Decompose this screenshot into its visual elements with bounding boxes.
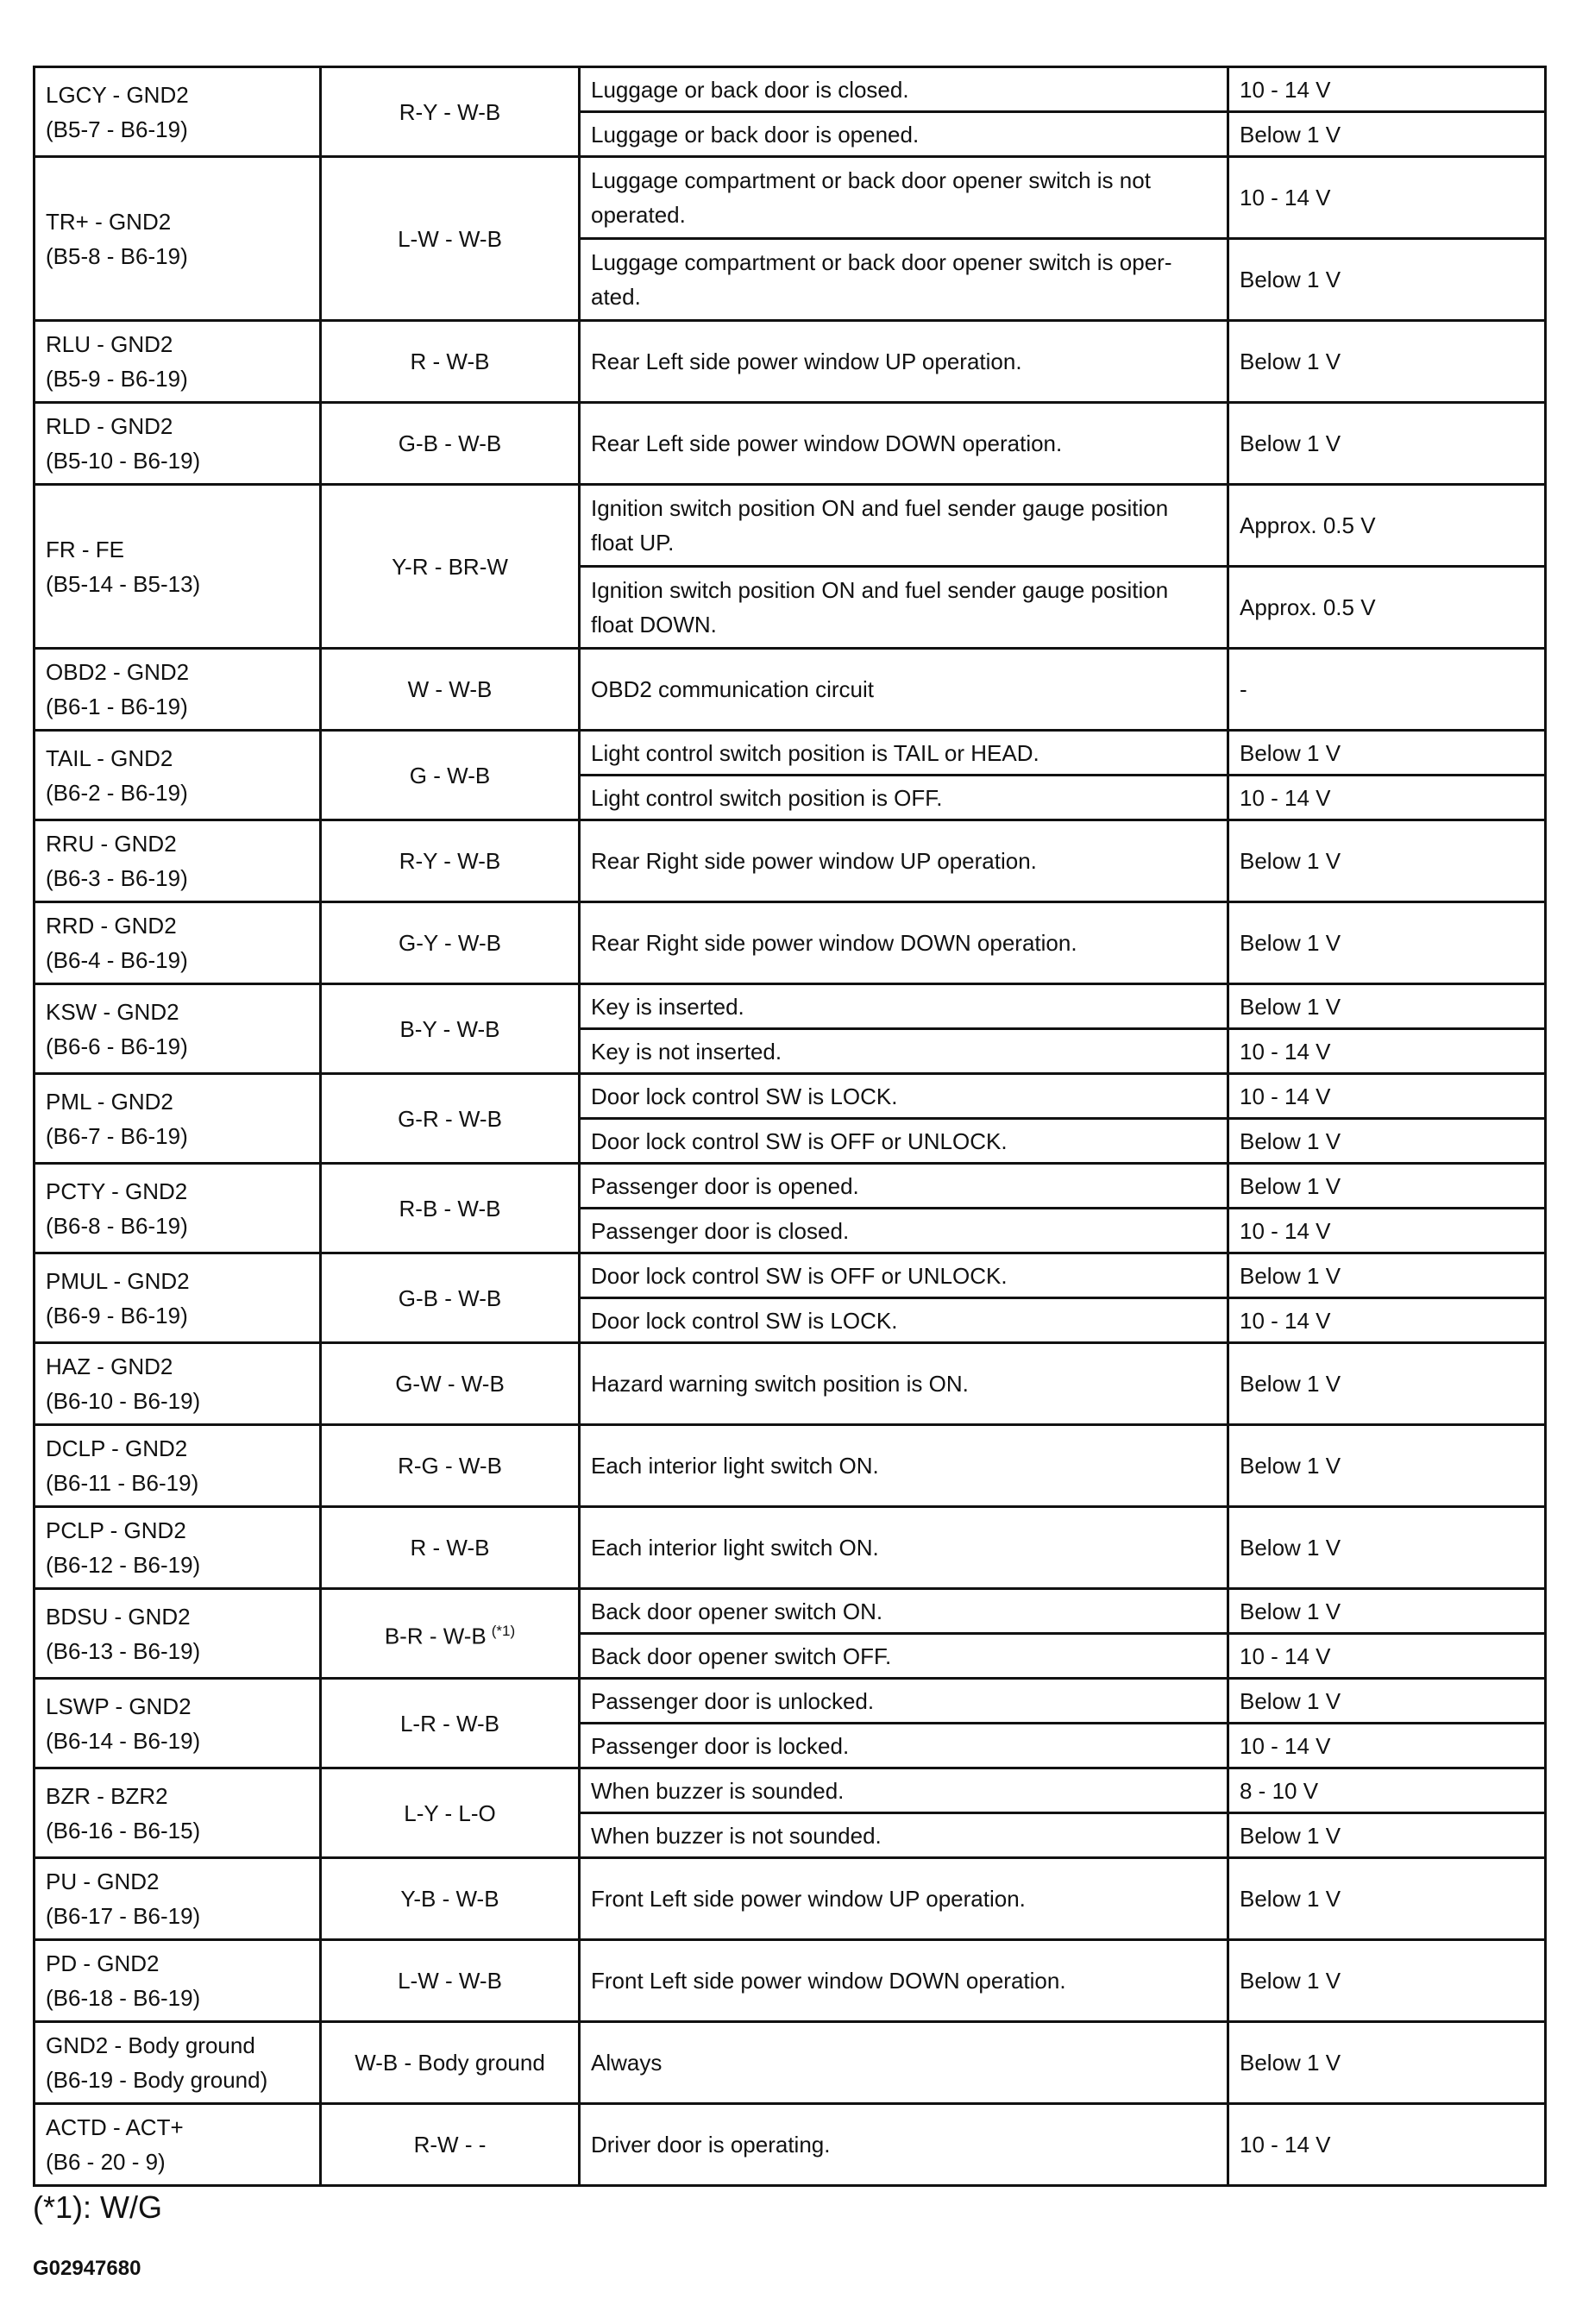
terminal-name: RLU - GND2 [46,331,173,357]
wire-color: G-R - W-B [398,1105,502,1132]
specified-condition-cell: Approx. 0.5 V [1228,485,1546,567]
table-row [35,1425,1546,1507]
table-row [35,1343,1546,1425]
specified-condition-cell: Below 1 V [1228,239,1546,321]
wire-color-cell [321,1074,580,1164]
terminal-name: PU - GND2 [46,1869,160,1894]
specified-condition-cell: 10 - 14 V [1228,1298,1546,1343]
table-row [35,2022,1546,2104]
wire-color-cell [321,731,580,820]
wire-color: R-Y - W-B [399,848,501,874]
terminal-name: BZR - BZR2 [46,1782,168,1809]
condition-cell: Each interior light switch ON. [580,1507,1228,1589]
table-row [35,1589,1546,1634]
table-row [35,984,1546,1029]
table-row [35,157,1546,239]
specified-condition-cell: Below 1 V [1228,1119,1546,1164]
wire-color: L-R - W-B [399,1710,500,1737]
terminal-name: TAIL - GND2 [46,744,173,771]
specified-condition-cell: 10 - 14 V [1228,1029,1546,1074]
condition-cell: Always [580,2022,1228,2104]
table-row [35,2104,1546,2186]
terminal-name: PML - GND2 [46,1088,173,1115]
specified-condition-cell: Below 1 V [1228,1589,1546,1634]
table-row [35,1507,1546,1589]
terminal-cell [35,485,321,649]
table-row [35,1074,1546,1119]
condition-cell: Luggage compartment or back door opener switch is oper-ated. [580,239,1228,321]
terminal-cell [35,1074,321,1164]
condition-cell: OBD2 communication circuit [580,649,1228,731]
terminal-cell [35,649,321,731]
table-row [35,485,1546,567]
condition-cell: Rear Right side power window UP operation. [580,820,1228,902]
specified-condition-cell: Below 1 V [1228,112,1546,157]
condition-cell: Luggage or back door is closed. [580,67,1228,112]
terminal-cell [35,902,321,984]
terminal-name: RLD - GND2 [46,413,173,439]
terminal-cell [35,321,321,403]
condition-cell: Ignition switch position ON and fuel sender gauge position float UP. [580,485,1228,567]
specified-condition-cell: Below 1 V [1228,1858,1546,1940]
terminal-pins: (B5-8 - B6-19) [46,242,188,269]
wire-color: Y-R - BR-W [392,553,508,580]
specified-condition-cell: 10 - 14 V [1228,776,1546,820]
figure-id: G02947680 [33,2257,141,2280]
table-row [35,820,1546,902]
table-row [35,1679,1546,1724]
wire-color: R-Y - W-B [399,98,501,125]
specified-condition-cell: Below 1 V [1228,1507,1546,1589]
terminal-cell [35,2104,321,2186]
table-row [35,403,1546,485]
condition-cell: Light control switch position is OFF. [580,776,1228,820]
terminal-cell [35,67,321,157]
condition-cell: Passenger door is opened. [580,1164,1228,1209]
terminal-cell [35,1425,321,1507]
wire-color-cell [321,1679,580,1768]
wire-color: R-B - W-B [399,1195,501,1222]
terminal-name: RRU - GND2 [46,831,177,857]
terminal-pins: (B6-19 - Body ground) [46,2067,268,2093]
terminal-pins: (B5-14 - B5-13) [46,570,201,597]
condition-cell: Key is inserted. [580,984,1228,1029]
terminal-pins: (B6-10 - B6-19) [46,1388,201,1414]
specified-condition-cell: 10 - 14 V [1228,157,1546,239]
terminal-cell [35,1343,321,1425]
specified-condition-cell: Below 1 V [1228,1164,1546,1209]
condition-cell: Passenger door is closed. [580,1209,1228,1253]
wire-color-cell [321,1858,580,1940]
specified-condition-cell: Below 1 V [1228,984,1546,1029]
wire-color-cell [321,984,580,1074]
terminal-pins: (B6-13 - B6-19) [46,1637,201,1664]
wire-color: B-R - W-B [384,1623,487,1649]
wire-color: B-Y - W-B [399,1015,500,1042]
specified-condition-cell: Below 1 V [1228,1253,1546,1298]
terminal-cell [35,731,321,820]
wire-color-cell [321,2104,580,2186]
condition-cell: Back door opener switch OFF. [580,1634,1228,1679]
condition-cell: Back door opener switch ON. [580,1589,1228,1634]
specified-condition-cell: Below 1 V [1228,2022,1546,2104]
terminal-pins: (B5-10 - B6-19) [46,448,201,474]
terminal-cell [35,1253,321,1343]
specified-condition-cell: Below 1 V [1228,1343,1546,1425]
terminal-cell [35,1507,321,1589]
terminal-cell [35,1858,321,1940]
wire-color-cell [321,1940,580,2022]
condition-cell: Luggage compartment or back door opener switch is not operated. [580,157,1228,239]
wire-color: W-B - Body ground [355,2050,545,2076]
specified-condition-cell: Below 1 V [1228,321,1546,403]
terminal-voltage-table [33,66,1547,2187]
terminal-cell [35,1164,321,1253]
wire-color-cell [321,321,580,403]
wire-color: R - W-B [410,349,490,374]
terminal-name: OBD2 - GND2 [46,659,190,685]
specified-condition-cell: Below 1 V [1228,1813,1546,1858]
terminal-pins: (B6-17 - B6-19) [46,1903,201,1929]
condition-cell: Front Left side power window UP operation. [580,1858,1228,1940]
wire-color-cell [321,1164,580,1253]
wire-color: L-W - W-B [398,225,502,252]
terminal-name: KSW - GND2 [46,998,179,1025]
terminal-name: LGCY - GND2 [46,81,189,108]
wire-color-cell [321,1507,580,1589]
terminal-pins: (B6-1 - B6-19) [46,694,188,719]
condition-cell: When buzzer is not sounded. [580,1813,1228,1858]
terminal-pins: (B6-2 - B6-19) [46,779,188,806]
terminal-pins: (B5-7 - B6-19) [46,116,188,142]
terminal-pins: (B6-3 - B6-19) [46,865,188,891]
table-row [35,1858,1546,1940]
wire-color: R-G - W-B [398,1453,502,1479]
specified-condition-cell: Below 1 V [1228,1679,1546,1724]
terminal-name: GND2 - Body ground [46,2032,255,2058]
terminal-cell [35,820,321,902]
table-row [35,902,1546,984]
condition-cell: Hazard warning switch position is ON. [580,1343,1228,1425]
wire-color-cell [321,403,580,485]
terminal-pins: (B6-18 - B6-19) [46,1985,201,2011]
wire-color-cell [321,1425,580,1507]
terminal-pins: (B6-14 - B6-19) [46,1727,201,1754]
wire-color-cell [321,1589,580,1679]
wire-color-cell [321,485,580,649]
terminal-name: PMUL - GND2 [46,1267,190,1294]
terminal-pins: (B6-6 - B6-19) [46,1033,188,1059]
condition-cell: Passenger door is locked. [580,1724,1228,1768]
terminal-name: PD - GND2 [46,1950,160,1976]
terminal-pins: (B6 - 20 - 9) [46,2149,166,2175]
terminal-name: HAZ - GND2 [46,1354,173,1379]
specified-condition-cell: Approx. 0.5 V [1228,567,1546,649]
terminal-name: BDSU - GND2 [46,1603,191,1630]
terminal-pins: (B6-7 - B6-19) [46,1122,188,1149]
terminal-name: ACTD - ACT+ [46,2114,184,2140]
condition-cell: Rear Left side power window DOWN operation. [580,403,1228,485]
specified-condition-cell: 10 - 14 V [1228,1724,1546,1768]
terminal-pins: (B6-8 - B6-19) [46,1212,188,1239]
condition-cell: Driver door is operating. [580,2104,1228,2186]
table-row [35,649,1546,731]
wire-color: R - W-B [410,1535,490,1561]
wire-color: G-B - W-B [398,1284,502,1311]
wire-color-cell [321,157,580,321]
wire-color: L-W - W-B [398,1968,502,1994]
condition-cell: Ignition switch position ON and fuel sender gauge position float DOWN. [580,567,1228,649]
terminal-pins: (B6-16 - B6-15) [46,1817,201,1843]
wire-color: G-W - W-B [395,1371,505,1397]
terminal-voltage-table-body [35,67,1546,2186]
table-row [35,1253,1546,1298]
terminal-pins: (B6-11 - B6-19) [46,1470,199,1496]
specified-condition-cell: Below 1 V [1228,902,1546,984]
terminal-name: RRD - GND2 [46,913,177,939]
wire-color: G-B - W-B [398,430,502,456]
specified-condition-cell: Below 1 V [1228,820,1546,902]
wire-color-cell [321,649,580,731]
specified-condition-cell: - [1228,649,1546,731]
condition-cell: Rear Right side power window DOWN operation. [580,902,1228,984]
condition-cell: When buzzer is sounded. [580,1768,1228,1813]
condition-cell: Door lock control SW is OFF or UNLOCK. [580,1253,1228,1298]
wire-color: Y-B - W-B [400,1886,499,1912]
specified-condition-cell: Below 1 V [1228,403,1546,485]
table-row [35,731,1546,776]
terminal-cell [35,157,321,321]
condition-cell: Key is not inserted. [580,1029,1228,1074]
terminal-cell [35,1589,321,1679]
condition-cell: Door lock control SW is OFF or UNLOCK. [580,1119,1228,1164]
terminal-name: DCLP - GND2 [46,1435,188,1461]
terminal-pins: (B6-4 - B6-19) [46,947,188,973]
terminal-pins: (B6-9 - B6-19) [46,1302,188,1328]
terminal-cell [35,1940,321,2022]
terminal-cell [35,1679,321,1768]
footnote: (*1): W/G [33,2189,162,2225]
terminal-pins: (B5-9 - B6-19) [46,366,188,392]
terminal-name: FR - FE [46,536,124,562]
condition-cell: Door lock control SW is LOCK. [580,1298,1228,1343]
specified-condition-cell: Below 1 V [1228,1940,1546,2022]
wire-color: W - W-B [407,676,493,702]
specified-condition-cell: Below 1 V [1228,1425,1546,1507]
specified-condition-cell: 10 - 14 V [1228,1209,1546,1253]
specified-condition-cell: 10 - 14 V [1228,1074,1546,1119]
wire-color: R-W - - [413,2132,487,2158]
wire-color: L-Y - L-O [404,1800,496,1826]
condition-cell: Front Left side power window DOWN operation. [580,1940,1228,2022]
terminal-name: TR+ - GND2 [46,208,172,235]
wire-color-cell [321,820,580,902]
specified-condition-cell: 10 - 14 V [1228,67,1546,112]
table-row [35,1164,1546,1209]
wire-color: G - W-B [409,762,491,788]
terminal-pins: (B6-12 - B6-19) [46,1552,201,1578]
condition-cell: Door lock control SW is LOCK. [580,1074,1228,1119]
table-row [35,321,1546,403]
specified-condition-cell: 10 - 14 V [1228,2104,1546,2186]
condition-cell: Each interior light switch ON. [580,1425,1228,1507]
terminal-name: PCLP - GND2 [46,1517,186,1543]
wire-color: G-Y - W-B [399,930,501,956]
terminal-name: LSWP - GND2 [46,1693,192,1719]
wire-color-cell [321,2022,580,2104]
terminal-cell [35,984,321,1074]
condition-cell: Light control switch position is TAIL or HEAD. [580,731,1228,776]
wire-color-cell [321,1768,580,1858]
wire-color-cell [321,67,580,157]
terminal-cell [35,2022,321,2104]
wire-footnote-ref: (*1) [491,1622,516,1639]
table-row [35,67,1546,112]
terminal-cell [35,1768,321,1858]
wire-color-cell [321,902,580,984]
specified-condition-cell: 10 - 14 V [1228,1634,1546,1679]
condition-cell: Rear Left side power window UP operation. [580,321,1228,403]
table-row [35,1940,1546,2022]
table-row [35,1768,1546,1813]
specified-condition-cell: 8 - 10 V [1228,1768,1546,1813]
wire-color-cell [321,1343,580,1425]
terminal-name: PCTY - GND2 [46,1178,188,1204]
specified-condition-cell: Below 1 V [1228,731,1546,776]
condition-cell: Passenger door is unlocked. [580,1679,1228,1724]
condition-cell: Luggage or back door is opened. [580,112,1228,157]
terminal-cell [35,403,321,485]
wire-color-cell [321,1253,580,1343]
